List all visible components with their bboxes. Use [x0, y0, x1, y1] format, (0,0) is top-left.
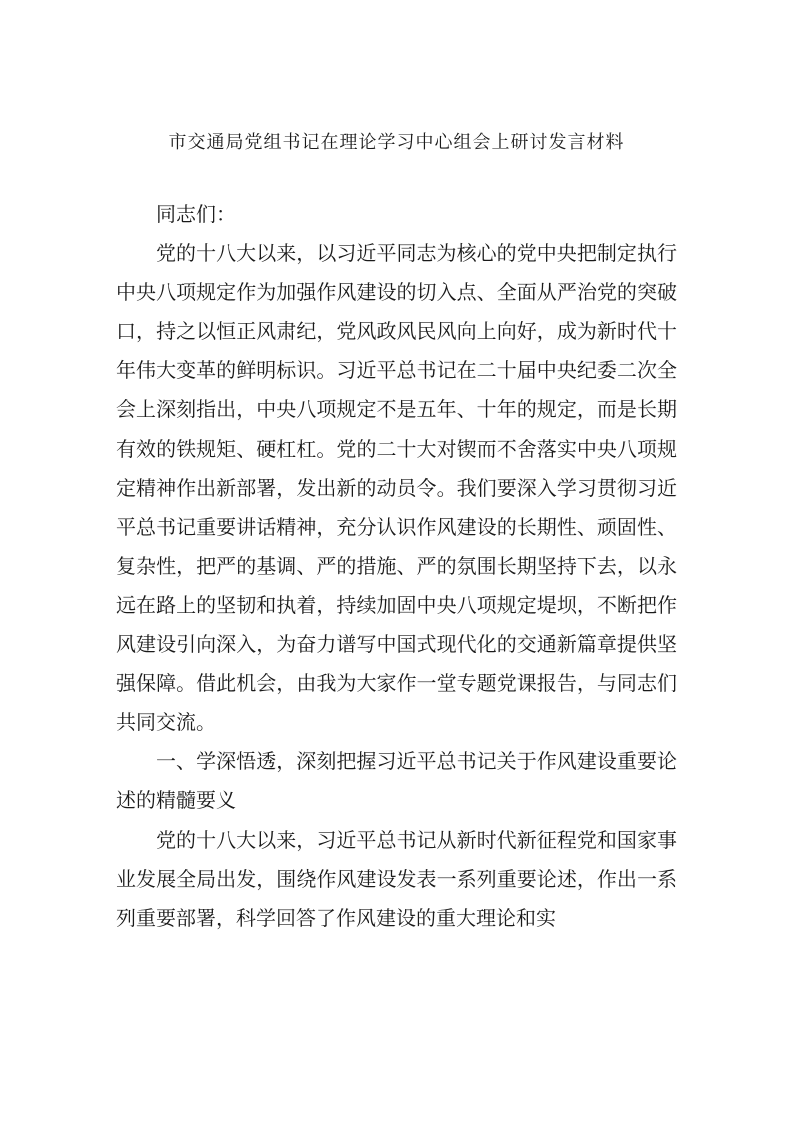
body-paragraph: 党的十八大以来，以习近平同志为核心的党中央把制定执行中央八项规定作为加强作风建设的切入点、全面从严治党的突破口，持之以恒正风肃纪，党风政风民风向上向好，成为新时代十年伟大变革的鲜明标识。习近平总书记在二十届中央纪委二次全会上深刻指出，中央八项规定不是五年、十年的规定，而是长期有效的铁规矩、硬杠杠。党的二十大对锲而不舍落实中央八项规定精神作出新部署，发出新的动员令。我们要深入学习贯彻习近平总书记重要讲话精神，充分认识作风建设的长期性、顽固性、复杂性，把严的基调、严的措施、严的氛围长期坚持下去，以永远在路上的坚韧和执着，持续加固中央八项规定堤坝，不断把作风建设引向深入，为奋力谱写中国式现代化的交通新篇章提供坚强保障。借此机会，由我为大家作一堂专题党课报告，与同志们共同交流。: [116, 241, 677, 735]
section-heading: 一、学深悟透，深刻把握习近平总书记关于作风建设重要论述的精髓要义: [116, 749, 677, 813]
document-body: [116, 195, 677, 938]
document-title: 市交通局党组书记在理论学习中心组会上研讨发言材料: [168, 132, 625, 153]
section-paragraph: 党的十八大以来，习近平总书记从新时代新征程党和国家事业发展全局出发，围绕作风建设发表一系列重要论述，作出一系列重要部署，科学回答了作风建设的重大理论和实: [116, 827, 677, 930]
salutation: 同志们：: [156, 202, 236, 226]
